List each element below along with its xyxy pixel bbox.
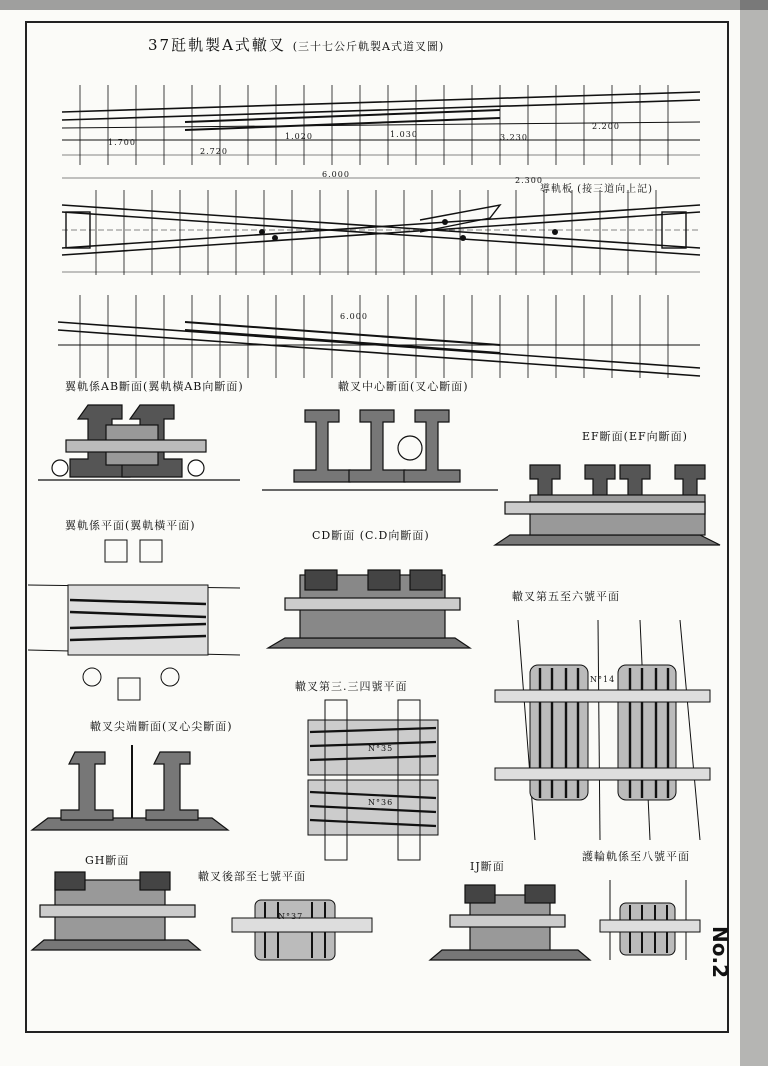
section-cd-drawing: [268, 570, 470, 648]
label-plan-rear-7: 轍叉後部至七號平面: [198, 870, 306, 883]
label-section-ij: IJ斷面: [470, 860, 505, 873]
dim-2200: 2.200: [592, 122, 620, 131]
dim-3230: 3.230: [500, 133, 528, 142]
section-gh-drawing: [32, 872, 200, 950]
label-plan-wing: 翼軌係平面(翼軌橫平面): [65, 519, 196, 532]
title-main: 37瓩軌製A式轍叉: [148, 36, 286, 54]
label-section-tip: 轍叉尖端斷面(叉心尖斷面): [90, 720, 233, 733]
label-section-center: 轍叉中心斷面(叉心斷面): [338, 380, 469, 393]
dim-2720: 2.720: [200, 147, 228, 156]
dim-1030: 1.030: [390, 130, 418, 139]
section-tip-drawing: [32, 745, 228, 830]
section-ab-drawing: [38, 405, 240, 480]
section-center-drawing: [262, 410, 498, 490]
label-section-ab: 翼軌係AB斷面(翼軌橫AB向斷面): [65, 380, 244, 393]
scan-edge-top: [0, 0, 768, 10]
title-subtitle: (三十七公斤軌製A式道叉圖): [292, 40, 445, 53]
label-section-gh: GH斷面: [85, 854, 130, 867]
section-ef-drawing: [495, 465, 720, 545]
plan-8-drawing: [600, 880, 700, 960]
label-plan-5-6: 轍叉第五至六號平面: [512, 590, 620, 603]
label-plan-3-4: 轍叉第三.三四號平面: [295, 680, 408, 693]
dim-6000: 6.000: [322, 170, 350, 179]
part-n36: N°36: [368, 798, 394, 807]
label-plan-8: 護輪軌係至八號平面: [582, 850, 690, 863]
label-section-cd: CD斷面 (C.D向斷面): [312, 529, 430, 542]
part-n35: N°35: [368, 744, 394, 753]
drawing-title: [148, 34, 444, 55]
lower-plan-view: [58, 295, 700, 378]
plan-5-6-drawing: [495, 620, 710, 840]
plan-rear-7-drawing: [232, 900, 372, 960]
dim-1020: 1.020: [285, 132, 313, 141]
dim-6000b: 6.000: [340, 312, 368, 321]
part-n14: N°14: [590, 675, 616, 684]
dim-2300: 2.300: [515, 176, 543, 185]
wing-rail-plan-drawing: [28, 540, 240, 700]
guide-note: 導軌板 (接三道向上記): [540, 184, 653, 195]
plate-number: No.2: [708, 926, 732, 978]
section-ij-drawing: [430, 885, 590, 960]
dim-1700: 1.700: [108, 138, 136, 147]
scan-edge-right: [740, 0, 768, 1066]
part-n37: N°37: [278, 912, 304, 921]
label-section-ef: EF斷面(EF向斷面): [582, 430, 688, 443]
plan-3-4-drawing: [308, 700, 438, 860]
